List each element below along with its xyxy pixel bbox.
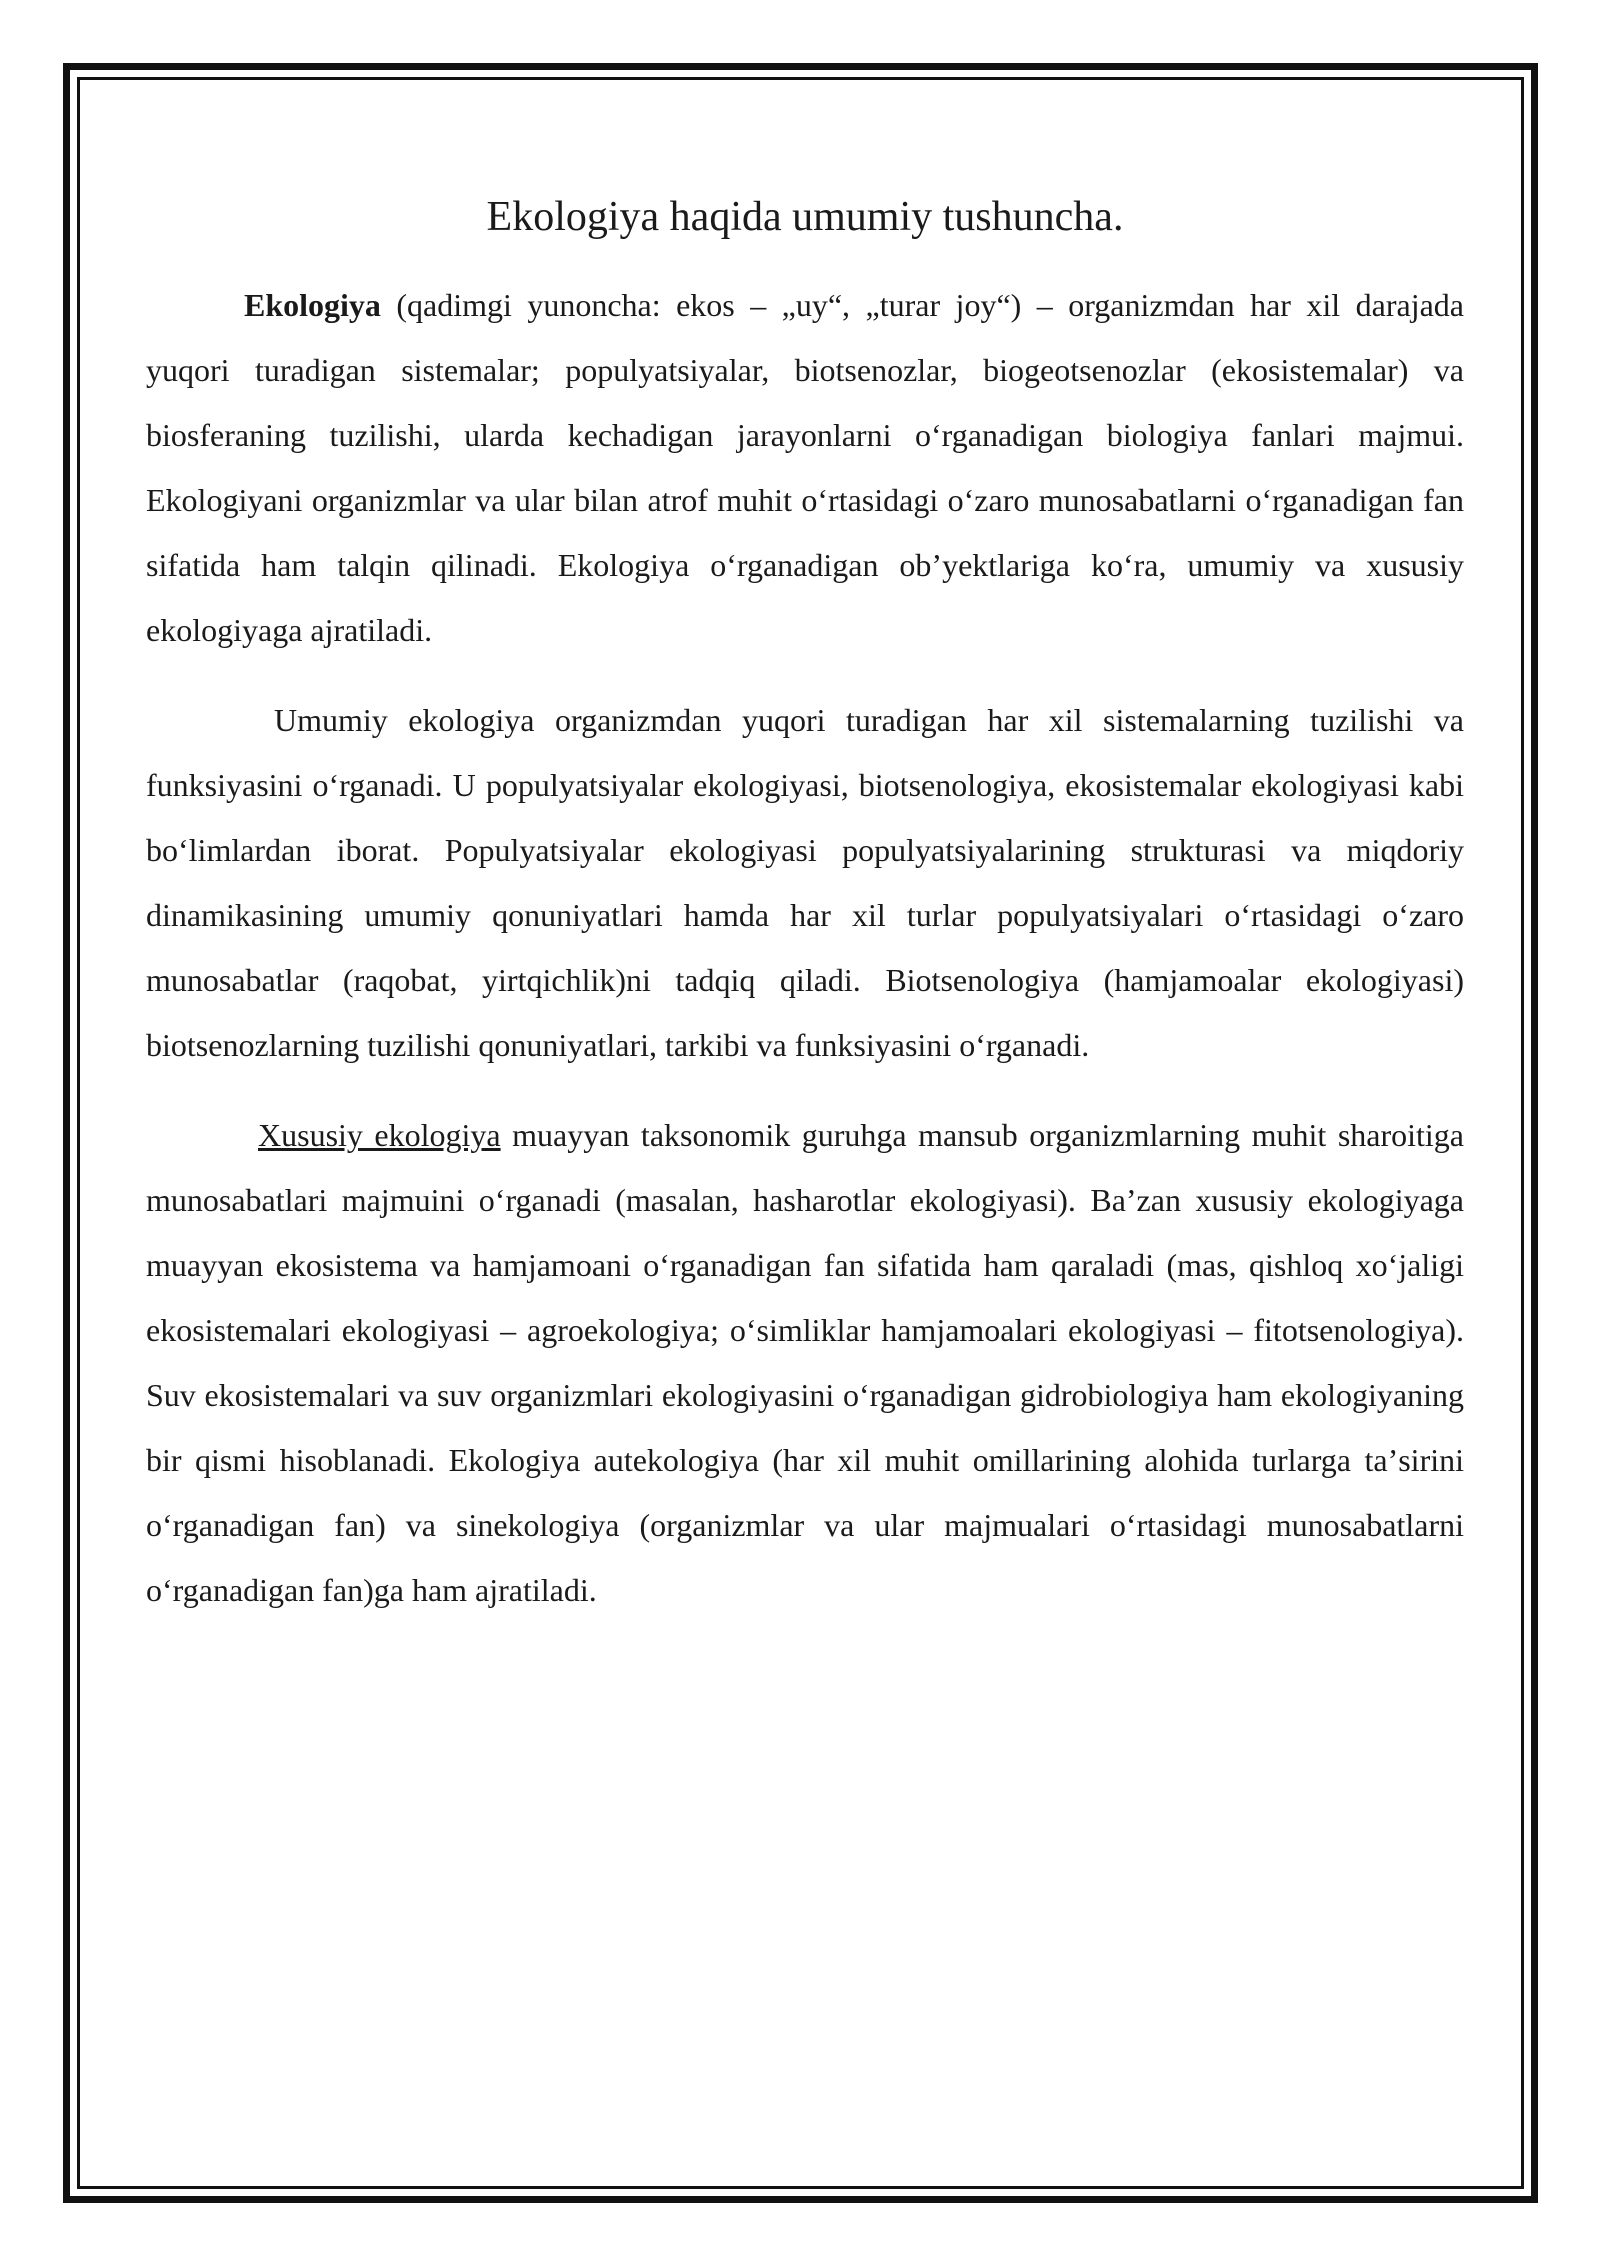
- paragraph-text: (qadimgi yunoncha: ekos – „uy“, „turar joy“) – organizmdan har xil darajada yuqori turadigan sistemalar; populyatsiyalar, biotsenozlar, biogeotsenozlar (ekosistemalar) va biosferaning tuzilishi, ularda kechadigan jarayonlarni oʻrganadigan biologiya fanlari majmui. Ekologiyani organizmlar va ular bilan atrof muhit oʻrtasidagi oʻzaro munosabatlarni oʻrganadigan fan sifatida ham talqin qilinadi. Ekologiya oʻrganadigan obʼyektlariga koʻra, umumiy va xususiy ekologiyaga ajratiladi.: [146, 286, 1464, 648]
- paragraph-special-ecology: [146, 1103, 1464, 1623]
- term-xususiy-ekologiya: Xususiy ekologiya: [258, 1116, 501, 1153]
- document-body: [146, 190, 1464, 1623]
- paragraph-text: Umumiy ekologiya organizmdan yuqori turadigan har xil sistemalarning tuzilishi va funksiyasini oʻrganadi. U populyatsiyalar ekologiyasi, biotsenologiya, ekosistemalar ekologiyasi kabi boʻlimlardan iborat. Populyatsiyalar ekologiyasi populyatsiyalarining strukturasi va miqdoriy dinamikasining umumiy qonuniyatlari hamda har xil turlar populyatsiyalari oʻrtasidagi oʻzaro munosabatlar (raqobat, yirtqichlik)ni tadqiq qiladi. Biotsenologiya (hamjamoalar ekologiyasi) biotsenozlarning tuzilishi qonuniyatlari, tarkibi va funksiyasini oʻrganadi.: [146, 701, 1464, 1063]
- paragraph-text: muayyan taksonomik guruhga mansub organizmlarning muhit sharoitiga munosabatlari majmuini oʻrganadi (masalan, hasharotlar ekologiyasi). Baʼzan xususiy ekologiyaga muayyan ekosistema va hamjamoani oʻrganadigan fan sifatida ham qaraladi (mas, qishloq xoʻjaligi ekosistemalari ekologiyasi – agroekologiya; oʻsimliklar hamjamoalari ekologiyasi – fitotsenologiya). Suv ekosistemalari va suv organizmlari ekologiyasini oʻrganadigan gidrobiologiya ham ekologiyaning bir qismi hisoblanadi. Ekologiya autekologiya (har xil muhit omillarining alohida turlarga taʼsirini oʻrganadigan fan) va sinekologiya (organizmlar va ular majmualari oʻrtasidagi munosabatlarni oʻrganadigan fan)ga ham ajratiladi.: [146, 1116, 1465, 1608]
- paragraph-general-ecology: [146, 688, 1464, 1078]
- term-ekologiya: Ekologiya: [244, 286, 381, 323]
- paragraph-definition: [146, 273, 1464, 663]
- document-title: Ekologiya haqida umumiy tushuncha.: [486, 194, 1124, 240]
